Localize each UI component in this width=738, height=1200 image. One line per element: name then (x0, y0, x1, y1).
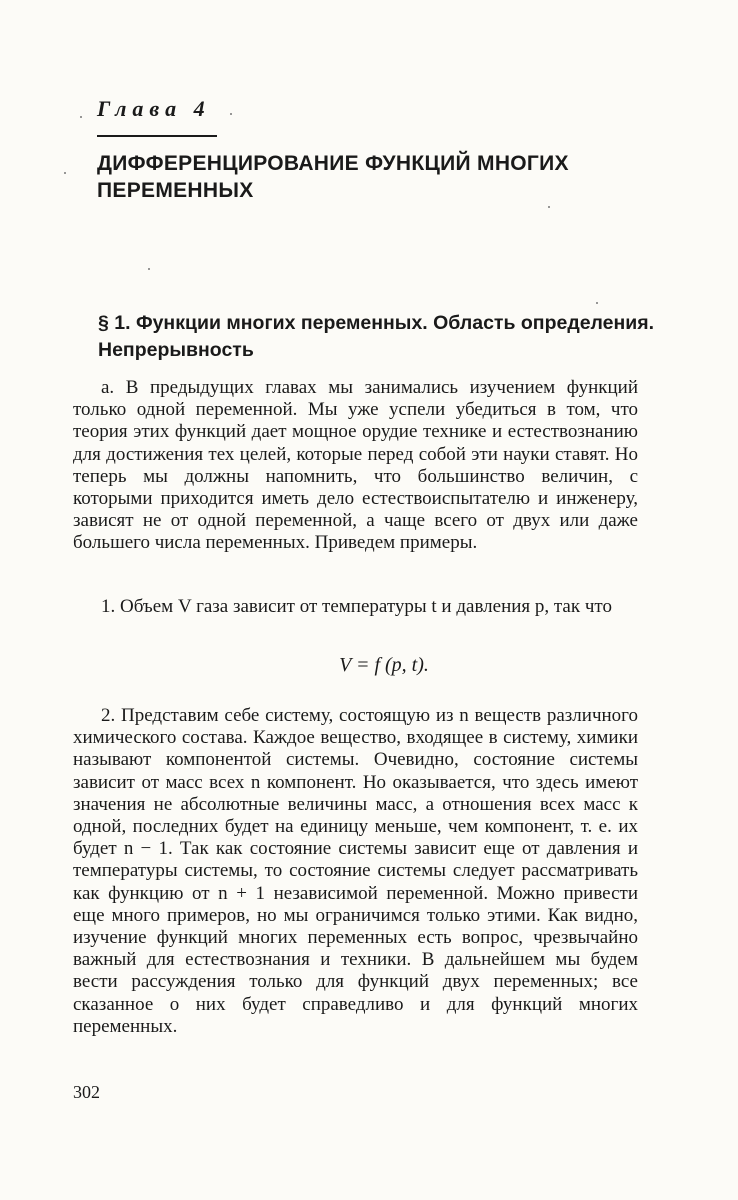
paragraph-a: а. В предыдущих главах мы занимались изучением функций только одной переменной. Мы уже успели убедиться в том, что теория этих функций дает мощное орудие технике и естествознанию для достижения тех целей, которые перед собой эти науки ставят. Но теперь мы должны напомнить, что большинство величин, с которыми приходится иметь дело естествоиспытателю и инженеру, зависят не от одной переменной, а чаще всего от двух или даже большего числа переменных. Приведем примеры. (73, 377, 638, 554)
section-heading: § 1. Функции многих переменных. Область определения. Непрерывность (98, 312, 655, 361)
print-speck (596, 302, 598, 304)
paragraph-example-1: 1. Объем V газа зависит от температуры t и давления p, так что (101, 596, 612, 617)
print-speck (230, 113, 232, 115)
formula (0, 654, 738, 677)
print-speck (548, 206, 550, 208)
page-number: 302 (73, 1082, 100, 1102)
chapter-label: Глава 4 (97, 96, 211, 121)
formula-text: V = f (p, t). (339, 654, 429, 676)
paragraph-example-2: 2. Представим себе систему, состоящую из n веществ различного химического состава. Каждое вещество, входящее в систему, химики называют компонентой системы. Очевидно, состояние системы зависит от масс всех n компонент. Но оказывается, что здесь имеют значения не абсолютные величины масс, а отношения всех масс к одной, последних будет на единицу меньше, чем компонент, т. е. их будет n − 1. Так как состояние системы зависит еще от давления и температуры системы, то состояние системы следует рассматривать как функцию от n + 1 независимой переменной. Можно привести еще много примеров, но мы ограничимся только этими. Как видно, изучение функций многих переменных есть вопрос, чрезвычайно важный для естествознания и техники. В дальнейшем мы будем вести рассуждения только для функций двух переменных; все сказанное о них будет справедливо и для функций многих переменных. (73, 705, 638, 1037)
chapter-title: ДИФФЕРЕНЦИРОВАНИЕ ФУНКЦИЙ МНОГИХ ПЕРЕМЕННЫХ (97, 152, 569, 202)
print-speck (148, 268, 150, 270)
chapter-divider (97, 135, 217, 137)
print-speck (64, 172, 66, 174)
print-speck (80, 116, 82, 118)
